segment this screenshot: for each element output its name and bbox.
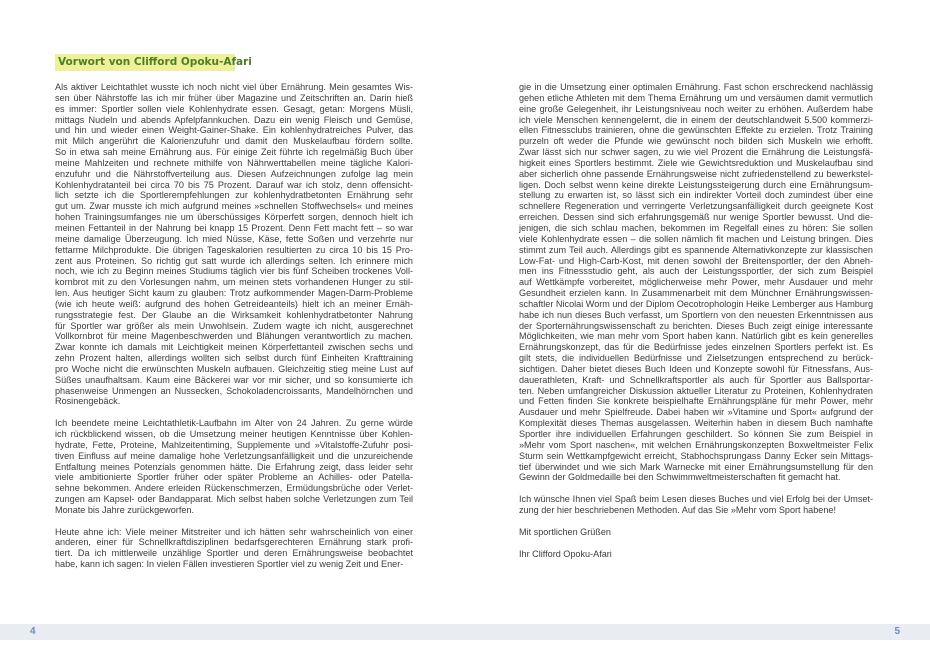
text-line: dauerathleten, Kraft- und Schnellkraftsportler als auch für Sportler aus Ballsportar- <box>519 374 873 385</box>
right-page-column <box>519 82 873 571</box>
text-line: Entfaltung meines Potenzials genommen hätte. Die Erfahrung zeigt, dass leider sehr <box>55 461 413 472</box>
text-line: len. Aus heutiger Sicht kaum zu glauben: Trotz aufkommender Magen-Darm-Probleme <box>55 288 413 299</box>
paragraph <box>519 494 873 516</box>
text-line: und hin und wieder einen Weight-Gainer-Shake. Ein kohlenhydratreiches Pulver, das <box>55 125 413 136</box>
signature-text: Ihr Clifford Opoku-Afari <box>519 549 612 560</box>
text-line: habe ich nun dieses Buch verfasst, um Sportlern von den neuesten Erkenntnissen aus <box>519 309 873 320</box>
text-line: Vollkornbrot für meine Magenbeschwerden und Blähungen verantwortlich zu machen. <box>55 331 413 342</box>
text-line: aber sicherlich ohne passende Ernährungsweise nicht zufriedenstellend zu bewerkstel- <box>519 168 873 179</box>
text-line: Ich beendete meine Leichtathletik-Laufbahn im Alter von 24 Jahren. Zu gerne würde <box>55 418 413 429</box>
text-line: zungen am Kapsel- oder Bandapparat. Mich selbst haben solche Verletzungen zum Teil <box>55 494 413 505</box>
text-line: Gewinn der Goldmedaille bei den Schwimmweltmeisterschaften fit gemacht hat. <box>519 472 841 483</box>
text-line: Als aktiver Leichtathlet wusste ich noch nicht viel über Ernährung. Mein gesamtes Wis- <box>55 82 413 92</box>
text-line: sen über Nährstoffe las ich mir früher über Magazine und Zeitschriften an. Darin hieß <box>55 92 413 103</box>
text-line: Heute ahne ich: Viele meiner Mitstreiter und ich hätten sehr wahrscheinlich von einer <box>55 526 413 537</box>
text-line: kornbrot mit zu den Vorlesungen nahm, um meinen stets vorhandenen Hunger zu stil- <box>55 277 413 288</box>
text-line: tief überwindet und wie sich Mark Warnecke mit einer Ernährungsumstellung für den <box>519 461 873 472</box>
text-line: higkeit eines Sportlers bestimmt. Ziele wie Gewichtsreduktion und Muskelaufbau sind <box>519 157 873 168</box>
text-line: Monate bis Jahre zurückgeworfen. <box>55 504 195 515</box>
text-line: men ins Fitnessstudio geht, als auch der Leistungssportler, der sich zum Beispiel <box>519 266 873 277</box>
text-line: (wie ich heute weiß: aufgrund des hohen Getreideanteils) hielt ich an meiner Ernäh- <box>55 298 413 309</box>
text-line: für Sportler war größer als mein Unwohlsein. Zudem wagte ich nicht, ausgerechnet <box>55 320 413 331</box>
text-line: rungsstrategie fest. Der Glaube an die Wirksamkeit kohlenhydratbetonter Nahrung <box>55 309 413 320</box>
text-line: Ernährungskonzept, das für die Bedürfnisse jedes einzelnen Sportlers perfekt ist. Es <box>519 342 873 353</box>
text-line: schnellere Regeneration und verringerte Verletzungsanfälligkeit durch geeignete Kost <box>519 201 873 212</box>
text-line: erreichen. Dessen sind sich erfahrungsgemäß nur wenige Sportler bewusst. Und die- <box>519 212 873 223</box>
text-line: Sturm sein Wettkampfgewicht erreicht, Stabhochsprungass Danny Ecker sein Mittags- <box>519 450 873 461</box>
text-line: fettarme Milchprodukte. Die übrigen Tageskalorien resultierten zu circa 10 bis 15 Pro- <box>55 244 413 255</box>
text-line: ich viele Menschen kennengelernt, die in einem der deutschlandweit 5.500 kommerzi- <box>519 114 873 125</box>
text-line: Rosinengebäck. <box>55 396 121 407</box>
chapter-heading: Vorwort von Clifford Opoku-Afari <box>55 54 235 71</box>
text-line: ten. Neben umfangreicher Diskussion aktueller Literatur zu Proteinen, Kohlenhydraten <box>519 385 873 396</box>
text-line: purzeln oft weder die Pfunde wie gewünscht noch bilden sich Muskeln wie erhofft. <box>519 136 873 147</box>
text-line: lich setzte ich die Sportlerempfehlungen zur kohlenhydratbetonten Ernährung sehr <box>55 190 413 201</box>
paragraph <box>55 82 413 407</box>
text-line: es immer: Sportler sollen viele Kohlenhydrate essen. Gesagt, getan: Morgens Müsli, <box>55 103 413 114</box>
text-line: viele ambitionierte Sportler früher oder später Probleme an Achilles- oder Patella- <box>55 472 413 483</box>
text-line: meine damalige Überzeugung. Ich mied Nüsse, Käse, fette Soßen und verzehrte nur <box>55 233 413 244</box>
text-line: und Fetten finden Sie konkrete beispielhafte Ernährungspläne für mehr Power, mehr <box>519 396 873 407</box>
text-line: gut um. Zwar musste ich mich aufgrund meines »schnellen Stoffwechsels« und meines <box>55 201 413 212</box>
paragraph <box>519 82 873 483</box>
text-line: meinen Fettanteil in der Nahrung bei knapp 15 Prozent. Denn Fett macht fett – so war <box>55 222 413 233</box>
text-line: viele Kohlenhydrate essen – die sollen nämlich fit machen und Leistung bringen. Dies <box>519 233 873 244</box>
text-line: So in etwa sah meine Ernährung aus. Für einige Zeit führte ich regelmäßig Buch über <box>55 147 413 158</box>
text-line: zehn Prozent halten, allerdings wollten sich selbst durch fünf Einheiten Krafttraining <box>55 353 413 364</box>
text-line: ich rückblickend wissen, ob die Umsetzung meiner heutigen Kenntnisse über Kohlen- <box>55 429 413 439</box>
text-line: hydrate, Fette, Proteine, Mahlzeitentiming, Supplemente und »Vitalstoffe-Zufuhr posi- <box>55 439 413 450</box>
text-line: tiven Einfluss auf meine damalige hohe Verletzungsanfälligkeit und die unzureichende <box>55 450 413 461</box>
text-line: schaftler Nicolai Worm und der Diplom Oecotrophologin Heike Lemberger aus Hamburg <box>519 298 873 309</box>
text-line: hohen Trainingsumfanges nie um überschüssiges Körperfett sorgen, dennoch hielt ich <box>55 212 413 223</box>
text-line: »Mehr vom Sport naschen«, mit welchen Ernährungskonzepten Boxweltmeister Felix <box>519 439 873 450</box>
text-line: phasenweise Unmengen an Nussecken, Schokoladencroissants, Mandelhörnchen und <box>55 385 413 396</box>
page-number-right: 5 <box>894 626 900 637</box>
paragraph <box>55 527 413 570</box>
text-line: auf Wettkämpfe vorbereitet, möglicherweise mehr Power, mehr Ausdauer und mehr <box>519 277 873 288</box>
text-line: Komplexität dieses Themas ausgelassen. Weiterhin haben in diesem Buch namhafte <box>519 418 873 429</box>
left-page-column <box>55 82 413 581</box>
text-line: jenigen, die sich schlau machen, bekommen im Regelfall eines zu hören: Sie sollen <box>519 222 873 233</box>
text-line: ellen Fitnessclubs trainieren, ohne die gewünschten Effekte zu erzielen. Trotz Training <box>519 125 873 136</box>
text-line: sehne bekommen. Andere erleiden Rückenschmerzen, Ermüdungsbrüche oder Verlet- <box>55 483 413 494</box>
text-line: gilt stets, die individuellen Bedürfnisse und Zielsetzungen entsprechend zu berück- <box>519 353 873 364</box>
text-line: Kohlenhydratanteil bei circa 70 bis 75 Prozent. Darauf war ich stolz, denn offensicht- <box>55 179 413 190</box>
greeting <box>519 527 873 538</box>
page-number-left: 4 <box>30 626 36 637</box>
text-line: enzufuhr und die Nährstoffverteilung aus. Diesen Aufzeichnungen zufolge lag mein <box>55 168 413 179</box>
text-line: eine große Gelegenheit, ihr Leistungsniveau noch weiter zu erhöhen. Außerdem habe <box>519 103 873 114</box>
text-line: Zwar konnte ich damals mit Leichtigkeit meinen Körperfettanteil zwischen sechs und <box>55 342 413 353</box>
text-line: Süßes unaufhaltsam. Kaum eine Bäckerei war vor mir sicher, und so konsumierte ich <box>55 374 413 385</box>
text-line: stimmt zum Teil auch. Allerdings gibt es spannende Alternativkonzepte zur klassischen <box>519 244 873 255</box>
text-line: gehen etliche Athleten mit dem Thema Ernährung um und versäumen damit vermutlich <box>519 92 873 103</box>
text-line: sichtigen. Daher bietet dieses Buch Ideen und Konzepte sowohl für Fitnessfans, Aus- <box>519 363 873 374</box>
text-line: zung der hier beschriebenen Methoden. Auf das Sie »Mehr vom Sport habene! <box>519 504 836 515</box>
text-line: gie in die Umsetzung einer optimalen Ernährung. Fast schon erschreckend nachlässig <box>519 82 873 92</box>
text-line: ligen. Doch selbst wenn keine direkte Leistungssteigerung durch eine Ernährungsum- <box>519 179 873 190</box>
text-line: Sportler ihre individuellen Erfahrungen geschildert. So können Sie zum Beispiel in <box>519 429 873 439</box>
text-line: tiert. Da ich mittlerweile unzählige Sportler und deren Ernährungsweise beobachtet <box>55 548 413 559</box>
page-footer-band <box>0 624 930 640</box>
text-line: habe, kann ich sagen: In vielen Fällen investieren Sportler viel zu wenig Zeit und Ener- <box>55 559 404 570</box>
text-line: mittags Nudeln und abends Apfelpfannkuchen. Dazu ein wenig Fleisch und Gemüse, <box>55 114 413 125</box>
text-line: meine Mahlzeiten und rechnete mithilfe von Nährwerttabellen meine tägliche Kalori- <box>55 157 413 168</box>
paragraph <box>55 418 413 516</box>
text-line: Ausdauer und mehr Spielfreude. Dabei haben wir »Vitamine und Sport« aufgrund der <box>519 407 873 418</box>
text-line: Zwar lässt sich nur schwer sagen, zu wie viel Prozent die Ernährung die Leistungsfä- <box>519 147 873 158</box>
text-line: zent aus Proteinen. So richtig gut satt wurde ich allerdings selten. Ich erinnere mich <box>55 255 413 266</box>
text-line: Low-Fat- und High-Carb-Kost, mit denen sowohl der Breitensportler, der den Abneh- <box>519 255 873 266</box>
text-line: anderen, einer für Schnellkraftdisziplinen bedarfsgerechteren Ernährung stark profi- <box>55 537 413 548</box>
text-line: pro Woche nicht die erwünschten Muskeln aufbauen. Gleichzeitig stieg meine Lust auf <box>55 363 413 374</box>
text-line: Gesundheit erzielen kann. In Zusammenarbeit mit dem Münchner Ernährungswissen- <box>519 288 873 299</box>
text-line: Ich wünsche Ihnen viel Spaß beim Lesen dieses Buches und viel Erfolg bei der Umset- <box>519 494 873 505</box>
text-line: noch, wie ich zu Beginn meines Studiums täglich vier bis fünf Scheiben trockenes Voll- <box>55 266 413 277</box>
signature <box>519 549 873 560</box>
text-line: stellung zu erwarten ist, so lässt sich ein indirekter Vorteil doch zumindest über eine <box>519 190 873 201</box>
greeting-text: Mit sportlichen Grüßen <box>519 526 611 537</box>
text-line: mit Milch angerührt die Kalorienzufuhr und damit den Muskelaufbau fördern sollte. <box>55 136 413 147</box>
text-line: Möglichkeiten, wie man mehr vom Sport haben kann. Natürlich gibt es kein generelles <box>519 331 873 342</box>
text-line: der Sporternährungswissenschaft zu berichten. Dieses Buch zeigt einige interessante <box>519 320 873 331</box>
